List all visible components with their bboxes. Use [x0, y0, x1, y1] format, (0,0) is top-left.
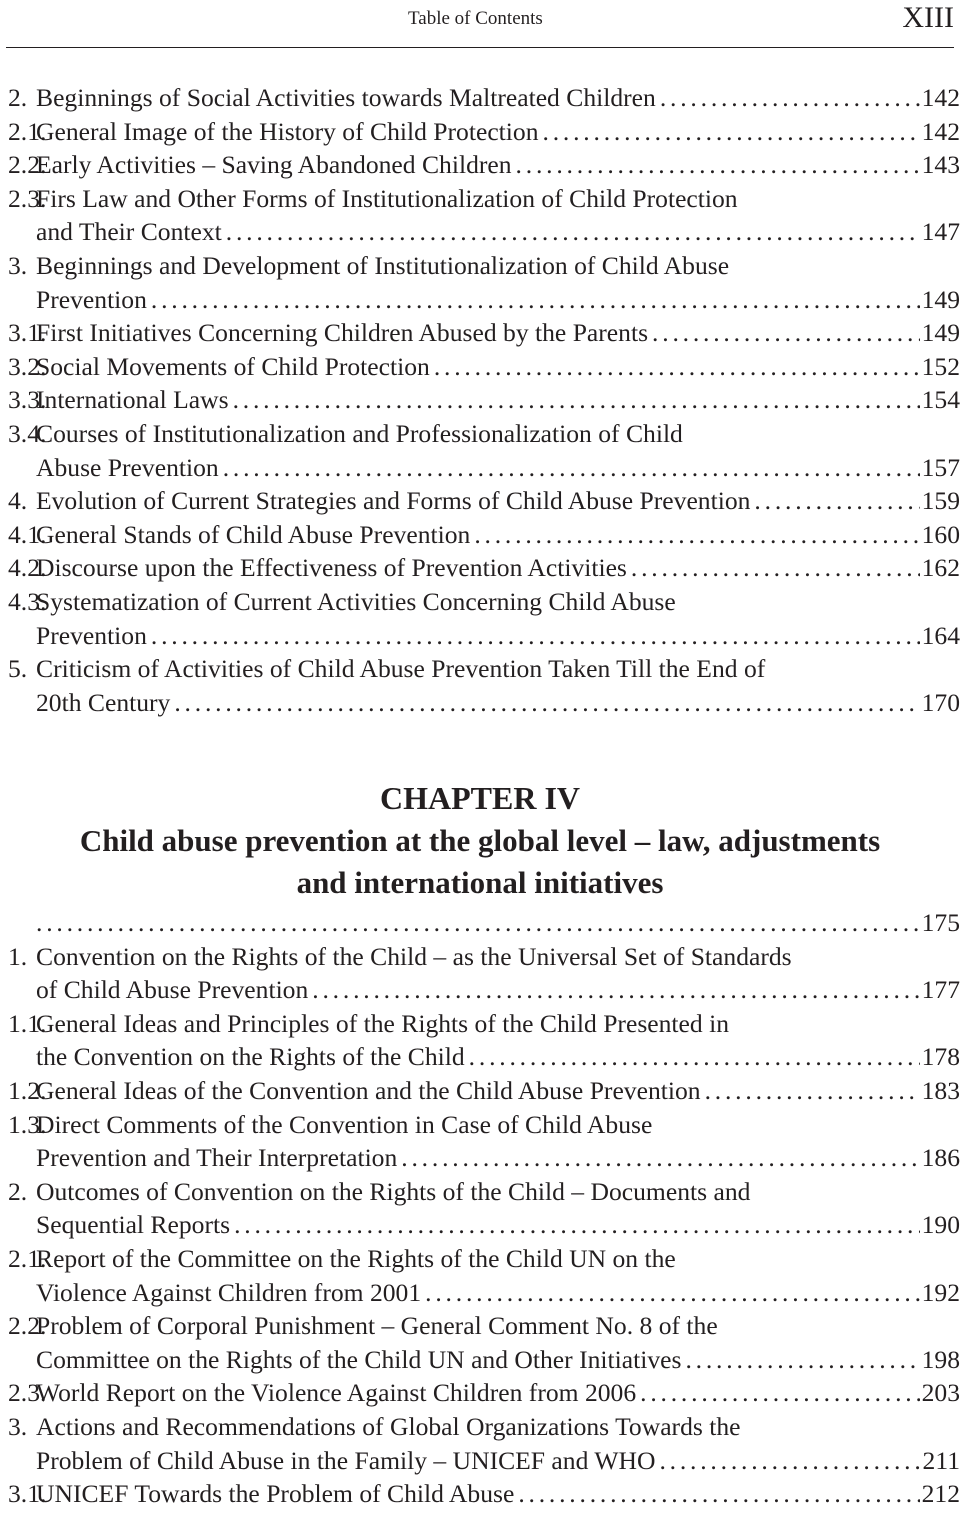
- toc-leader-dots: [151, 283, 920, 317]
- toc-entry-number: 2.2.: [8, 1311, 47, 1341]
- toc-page-number: 149: [921, 284, 960, 314]
- toc-entry-title-continued: 20th Century: [36, 687, 171, 717]
- toc-entry-title: Evolution of Current Strategies and Forms of Child Abuse Prevention: [36, 486, 751, 516]
- toc-entry[interactable]: [0, 350, 960, 384]
- toc-entry-number: 4.3.: [8, 586, 47, 616]
- toc-leader-dots: [223, 451, 920, 485]
- toc-entry-title-continued: Problem of Child Abuse in the Family – UNICEF and WHO: [36, 1445, 656, 1475]
- toc-leader-dots: [754, 484, 919, 518]
- toc-leader-dots: [640, 1376, 919, 1410]
- running-header-title: Table of Contents: [408, 8, 543, 29]
- toc-leader-dots: [660, 81, 920, 115]
- toc-leader-dots: [685, 1343, 919, 1377]
- toc-entry-title: First Initiatives Concerning Children Abused by the Parents: [36, 318, 649, 348]
- toc-page-number: 160: [921, 519, 960, 549]
- toc-entry[interactable]: [0, 182, 960, 249]
- toc-entry-chapter[interactable]: [0, 906, 960, 940]
- toc-page-number: 154: [921, 385, 960, 415]
- toc-entry-title: World Report on the Violence Against Children from 2006: [36, 1378, 637, 1408]
- chapter-title: CHAPTER IV: [379, 780, 580, 816]
- toc-page-number: 149: [921, 318, 960, 348]
- toc-leader-dots: [233, 383, 920, 417]
- toc-entry-number: 3.: [8, 250, 28, 280]
- toc-entry-number: 2.3.: [8, 183, 47, 213]
- toc-entry[interactable]: [0, 518, 960, 552]
- toc-page-number: 170: [921, 687, 960, 717]
- header-rule: [6, 47, 954, 48]
- toc-entry-number: 1.3.: [8, 1109, 47, 1139]
- toc-entry-number: 2.: [8, 1176, 28, 1206]
- toc-entry-title: Criticism of Activities of Child Abuse Prevention Taken Till the End of: [36, 654, 766, 684]
- toc-leader-dots: [226, 215, 920, 249]
- toc-entry-title: General Ideas of the Convention and the Child Abuse Prevention: [36, 1075, 701, 1105]
- toc-entry-title-continued: Abuse Prevention: [36, 452, 219, 482]
- toc-entry-title-continued: Prevention: [36, 620, 147, 650]
- toc-entry-number: 3.1.: [8, 1479, 47, 1509]
- toc-entry[interactable]: [0, 940, 960, 1007]
- toc-page-number: 190: [921, 1210, 960, 1240]
- toc-entry-number: 3.4.: [8, 418, 47, 448]
- toc-entry-title: General Image of the History of Child Protection: [36, 116, 539, 146]
- toc-entry-title-continued: and Their Context: [36, 217, 222, 247]
- toc-entry-title: General Stands of Child Abuse Prevention: [36, 519, 471, 549]
- toc-entry-title: Systematization of Current Activities Concerning Child Abuse: [36, 586, 676, 616]
- toc-entry-number: 5.: [8, 654, 28, 684]
- toc-entry-title-continued: Violence Against Children from 2001: [36, 1277, 422, 1307]
- toc-entry-number: 2.: [8, 83, 28, 112]
- chapter-subtitle-line1: Child abuse prevention at the global level – law, adjustments: [79, 823, 881, 858]
- toc-leader-dots: [36, 906, 920, 940]
- toc-entry-title: Early Activities – Saving Abandoned Children: [36, 150, 512, 180]
- toc-entry-number: 4.: [8, 486, 28, 516]
- toc-page-number: 159: [921, 486, 960, 516]
- toc-entry-title: International Laws: [36, 385, 229, 415]
- toc-leader-dots: [543, 115, 920, 149]
- toc-leader-dots: [401, 1141, 919, 1175]
- toc-entry[interactable]: [0, 1175, 960, 1242]
- toc-leader-dots: [659, 1444, 920, 1478]
- toc-entry-title: Report of the Committee on the Rights of the Child UN on the: [36, 1243, 676, 1273]
- toc-page-number: 142: [921, 116, 960, 146]
- toc-entry-number: 4.1.: [8, 519, 47, 549]
- toc-entry-title: Firs Law and Other Forms of Institutionalization of Child Protection: [36, 183, 738, 213]
- toc-entry-title-continued: Prevention: [36, 284, 147, 314]
- toc-entry[interactable]: [0, 383, 960, 417]
- toc-entry[interactable]: [0, 1477, 960, 1511]
- toc-page-number: 177: [921, 975, 960, 1005]
- toc-entry-number: 1.1.: [8, 1008, 47, 1038]
- toc-leader-dots: [469, 1040, 920, 1074]
- toc-entry-number: 2.2.: [8, 150, 47, 180]
- toc-entry-title: UNICEF Towards the Problem of Child Abuse: [36, 1479, 515, 1509]
- toc-entry-number: 2.3.: [8, 1378, 47, 1408]
- toc-page-number: 203: [921, 1378, 960, 1408]
- toc-page-number: 142: [921, 83, 960, 112]
- toc-page-number: 183: [921, 1075, 960, 1105]
- toc-entry[interactable]: [0, 148, 960, 182]
- toc-entry-title-continued: the Convention on the Rights of the Child: [36, 1042, 465, 1072]
- toc-entry[interactable]: [0, 1074, 960, 1108]
- toc-entry-title: Outcomes of Convention on the Rights of the Child – Documents and: [36, 1176, 751, 1206]
- toc-leader-dots: [518, 1477, 919, 1511]
- toc-page-number: 198: [921, 1344, 960, 1374]
- toc-entry-title-continued: Prevention and Their Interpretation: [36, 1143, 398, 1173]
- toc-page-number: 143: [921, 150, 960, 180]
- toc-entry-title-continued: Committee on the Rights of the Child UN and Other Initiatives: [36, 1344, 682, 1374]
- toc-entry[interactable]: [0, 417, 960, 484]
- toc-entry-number: 2.1.: [8, 116, 47, 146]
- toc-entry[interactable]: [0, 551, 960, 585]
- toc-page-number: 175: [921, 908, 960, 937]
- toc-entry-number: 4.2.: [8, 553, 47, 583]
- toc-entry-number: 3.2.: [8, 351, 47, 381]
- toc-page-number: 157: [921, 452, 960, 482]
- toc-entry-title: Discourse upon the Effectiveness of Prevention Activities: [36, 553, 627, 583]
- toc-entry-title-continued: of Child Abuse Prevention: [36, 975, 309, 1005]
- toc-entry[interactable]: [0, 1309, 960, 1376]
- toc-entry-title: Direct Comments of the Convention in Case of Child Abuse: [36, 1109, 653, 1139]
- toc-leader-dots: [652, 316, 920, 350]
- toc-entry[interactable]: [0, 1108, 960, 1175]
- toc-entry-number: 3.3.: [8, 385, 47, 415]
- toc-entry[interactable]: [0, 316, 960, 350]
- toc-leader-dots: [474, 518, 919, 552]
- toc-page-number: 212: [921, 1479, 960, 1509]
- toc-page-number: 192: [921, 1277, 960, 1307]
- toc-entry-number: 1.2.: [8, 1075, 47, 1105]
- toc-entry[interactable]: [0, 249, 960, 316]
- toc-leader-dots: [705, 1074, 920, 1108]
- toc-entry[interactable]: [0, 484, 960, 518]
- chapter-subtitle-line2: and international initiatives: [296, 865, 664, 900]
- running-header: [0, 0, 960, 48]
- toc-entry-title: Beginnings and Development of Institutionalization of Child Abuse: [36, 250, 730, 280]
- toc-entry[interactable]: [0, 652, 960, 719]
- toc-entry-title: Social Movements of Child Protection: [36, 351, 430, 381]
- toc-leader-dots: [631, 551, 920, 585]
- toc-entry[interactable]: [0, 1242, 960, 1309]
- toc-page-number: 211: [922, 1445, 960, 1475]
- toc-page-number: 186: [921, 1143, 960, 1173]
- toc-page-number: 147: [921, 217, 960, 247]
- toc-page-number: 178: [921, 1042, 960, 1072]
- toc-list-part2: [0, 906, 960, 1511]
- toc-entry[interactable]: [0, 1007, 960, 1074]
- toc-page-number: 152: [921, 351, 960, 381]
- toc-leader-dots: [151, 619, 920, 653]
- toc-entry[interactable]: [0, 1410, 960, 1477]
- toc-leader-dots: [312, 973, 919, 1007]
- toc-leader-dots: [234, 1208, 920, 1242]
- toc-page-number: 162: [921, 553, 960, 583]
- toc-entry[interactable]: [0, 1376, 960, 1410]
- chapter-heading: [0, 776, 960, 904]
- toc-entry-number: 1.: [8, 941, 28, 971]
- toc-leader-dots: [516, 148, 920, 182]
- toc-entry-number: 3.: [8, 1411, 28, 1441]
- toc-entry-number: 3.1.: [8, 318, 47, 348]
- toc-entry-title: Problem of Corporal Punishment – General Comment No. 8 of the: [36, 1311, 718, 1341]
- toc-entry-title: Actions and Recommendations of Global Organizations Towards the: [36, 1411, 741, 1441]
- toc-entry[interactable]: [0, 585, 960, 652]
- toc-entry-title: General Ideas and Principles of the Rights of the Child Presented in: [36, 1008, 730, 1038]
- toc-entry[interactable]: [0, 81, 960, 115]
- toc-leader-dots: [434, 350, 920, 384]
- running-header-page-number: XIII: [902, 1, 954, 34]
- toc-entry-title: Beginnings of Social Activities towards Maltreated Children: [36, 83, 656, 112]
- toc-entry-title: Convention on the Rights of the Child – as the Universal Set of Standards: [36, 941, 792, 971]
- toc-entry-title: Courses of Institutionalization and Professionalization of Child: [36, 418, 683, 448]
- toc-list-part1: [0, 81, 960, 719]
- toc-leader-dots: [174, 686, 919, 720]
- toc-entry-number: 2.1.: [8, 1243, 47, 1273]
- toc-leader-dots: [425, 1276, 919, 1310]
- toc-page-number: 164: [921, 620, 960, 650]
- toc-entry[interactable]: [0, 115, 960, 149]
- toc-entry-title-continued: Sequential Reports: [36, 1210, 231, 1240]
